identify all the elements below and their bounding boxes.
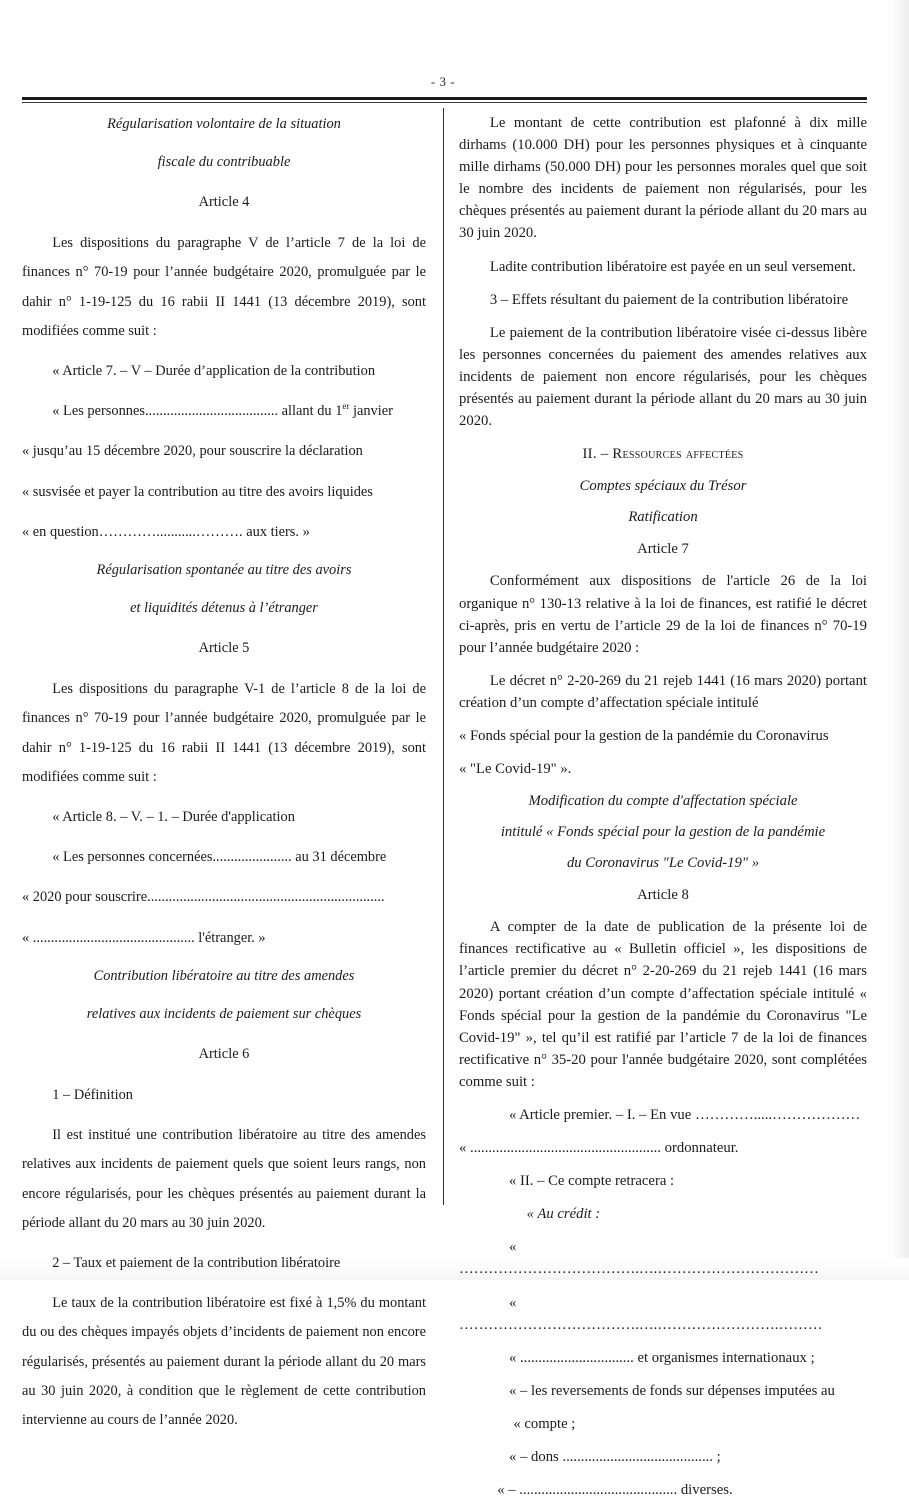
quote-article-7-v — [22, 357, 426, 386]
article-8-heading: Article 8 — [637, 887, 689, 904]
page-edge-shadow-right — [883, 0, 909, 1280]
quote-reversements-l2: « compte ; — [513, 1415, 576, 1432]
quote-dotted-1: « ……………………………….….…………………………… — [459, 1239, 819, 1278]
quote-ii-ce-compte: « II. – Ce compte retracera : — [508, 1173, 675, 1190]
subsection-3-effets: 3 – Effets résultant du paiement de la contribution libératoire — [489, 291, 849, 308]
article-7-body-1: Conformément aux dispositions de l'article 26 de la loi organique n° 130-13 relative à la loi de finances, est ratifié le décret ci-après, pris en vertu de l’article 29 de la loi de finances n° 70-19 pour l’année budgétaire 2020 : — [459, 573, 867, 656]
quote-article-7-v-text: « Article 7. – V – Durée d’application de la contribution — [52, 363, 376, 380]
page-folio-number: - 3 - — [430, 74, 456, 89]
quote-les-personnes-l4: « en question…………...........………. aux tiers. » — [22, 523, 310, 540]
quote-article-premier-l1: « Article premier. – I. – En vue ………….....……………… — [508, 1107, 861, 1123]
heading-ratification: Ratification — [628, 509, 698, 526]
quote-les-personnes-l1-b: janvier — [349, 403, 393, 420]
right-text-column — [459, 112, 867, 1512]
heading-modification-line2: intitulé « Fonds spécial pour la gestion de la pandémie — [500, 824, 826, 841]
montant-plafonne-body: Le montant de cette contribution est plafonné à dix mille dirhams (10.000 DH) pour les personnes physiques et à cinquante mille dirhams (50.000 DH) pour les personnes morales quel que soit le nombre des incidents de paiement non régularisés, pour les chèques présentés au paiement durant la période allant du 20 mars au 30 juin 2020. — [459, 115, 867, 242]
heading-modification-line3: du Coronavirus "Le Covid-19" » — [566, 855, 760, 872]
article-8-body: A compter de la date de publication de la présente loi de finances rectificative au « Bulletin officiel », les dispositions de l’article premier du décret n° 2-20-269 du 21 rejeb 1441 (16 mars 2020) portant création d’un compte d’affectation spéciale intitulé « Fonds spécial pour la gestion de la pandémie du Coronavirus "Le Covid-19" », tel qu’il est ratifié par l’article 7 de la loi de finances rectificative n° 35-20 pour l'année budgétaire 2020, sont complétées comme suit : — [459, 919, 867, 1090]
quote-les-personnes-l2: « jusqu’au 15 décembre 2020, pour souscrire la déclaration — [22, 443, 363, 460]
heading-regularisation-volontaire-line2: fiscale du contribuable — [157, 154, 291, 170]
heading-regularisation-spontanee-line2: et liquidités détenus à l’étranger — [130, 600, 318, 617]
quote-article-premier-l2: « .................................................... ordonnateur. — [459, 1140, 739, 1157]
heading-regularisation-volontaire-line1: Régularisation volontaire de la situation — [107, 116, 341, 132]
subsection-1-body: Il est institué une contribution libératoire au titre des amendes relatives aux incidents de paiement quels que soient leurs rangs, non encore régularisés, pour les chèques présentés au paiement durant la période allant du 20 mars au 30 juin 2020. — [22, 1127, 426, 1231]
ordinal-suffix-premier: er — [342, 401, 350, 412]
quote-les-personnes-l1-a: « Les personnes..................................... allant du 1 — [52, 403, 343, 420]
subsection-2-body: Le taux de la contribution libératoire est fixé à 1,5% du montant du ou des chèques impayés objets d’incidents de paiement non encore régularisés, présentés au paiement durant la période allant du 20 mars au 30 juin 2020, à condition que le règlement de cette contribution intervienne au cours de l’année 2020. — [22, 1295, 426, 1429]
header-rule-thin — [22, 102, 867, 103]
section-ii-ressources-affectees: II. – Ressources affectées — [582, 446, 744, 463]
subsection-3-body: Le paiement de la contribution libératoire visée ci-dessus libère les personnes concernées du paiement des amendes relatives aux incidents de paiement non encore régularisés, pour les chèques présentés au paiement durant la période allant du 20 mars au 30 juin 2020. — [459, 324, 867, 430]
quote-les-personnes-l1 — [22, 397, 426, 426]
header-double-rule — [22, 97, 867, 103]
quote-reversements-l1: « – les reversements de fonds sur dépenses imputées au — [508, 1382, 835, 1399]
quote-personnes-concernees-l1: « Les personnes concernées...................... au 31 décembre — [52, 849, 387, 866]
versement-unique-body: Ladite contribution libératoire est payée en un seul versement. — [489, 258, 856, 275]
quote-personnes-concernees-l3: « ............................................. l'étranger. » — [22, 929, 266, 946]
article-6-heading: Article 6 — [198, 1045, 250, 1062]
quote-dons: « – dons ......................................... ; — [508, 1449, 721, 1466]
article-7-body-2-l1: Le décret n° 2-20-269 du 21 rejeb 1441 (16 mars 2020) portant création d’un compte d’affectation spéciale intitulé — [459, 672, 867, 711]
article-5-body: Les dispositions du paragraphe V-1 de l’article 8 de la loi de finances n° 70-19 pour l’année budgétaire 2020, promulguée par le dahir n° 1-19-125 du 16 rabii II 1441 (13 décembre 2019), sont modifiées comme suit : — [22, 681, 426, 785]
quote-au-credit: « Au crédit : — [526, 1206, 601, 1223]
article-4-body: Les dispositions du paragraphe V de l’article 7 de la loi de finances n° 70-19 pour l’année budgétaire 2020, promulguée par le dahir n° 1-19-125 du 16 rabii II 1441 (13 décembre 2019), sont modifiées comme suit : — [22, 235, 426, 339]
quote-organismes-internationaux: « ............................... et organismes internationaux ; — [508, 1349, 815, 1366]
quote-personnes-concernees-l2: « 2020 pour souscrire.................................................................. — [22, 889, 385, 906]
column-divider — [443, 108, 444, 1205]
heading-modification-line1: Modification du compte d'affectation spéciale — [528, 793, 798, 810]
article-5-heading: Article 5 — [198, 640, 250, 657]
quote-article-8-v-1: « Article 8. – V. – 1. – Durée d'application — [52, 809, 295, 826]
subsection-2-taux: 2 – Taux et paiement de la contribution libératoire — [52, 1255, 341, 1272]
article-7-heading: Article 7 — [637, 541, 689, 558]
heading-comptes-speciaux: Comptes spéciaux du Trésor — [579, 478, 747, 495]
heading-contribution-liberatoire-line1: Contribution libératoire au titre des amendes — [93, 967, 355, 984]
quote-les-personnes-l3: « susvisée et payer la contribution au titre des avoirs liquides — [22, 483, 373, 500]
article-4-heading: Article 4 — [198, 194, 250, 210]
left-text-column — [22, 112, 426, 1446]
subsection-1-definition: 1 – Définition — [52, 1087, 133, 1104]
article-7-body-2-l2: « Fonds spécial pour la gestion de la pandémie du Coronavirus — [459, 727, 829, 744]
quote-dotted-2: « ……………………………….….…………………….……… — [459, 1294, 823, 1333]
heading-regularisation-spontanee-line1: Régularisation spontanée au titre des avoirs — [96, 562, 352, 579]
heading-contribution-liberatoire-line2: relatives aux incidents de paiement sur chèques — [86, 1005, 362, 1022]
quote-diverses: « – ........................................... diverses. — [497, 1482, 733, 1499]
article-7-body-2-l3: « "Le Covid-19" ». — [459, 761, 572, 778]
